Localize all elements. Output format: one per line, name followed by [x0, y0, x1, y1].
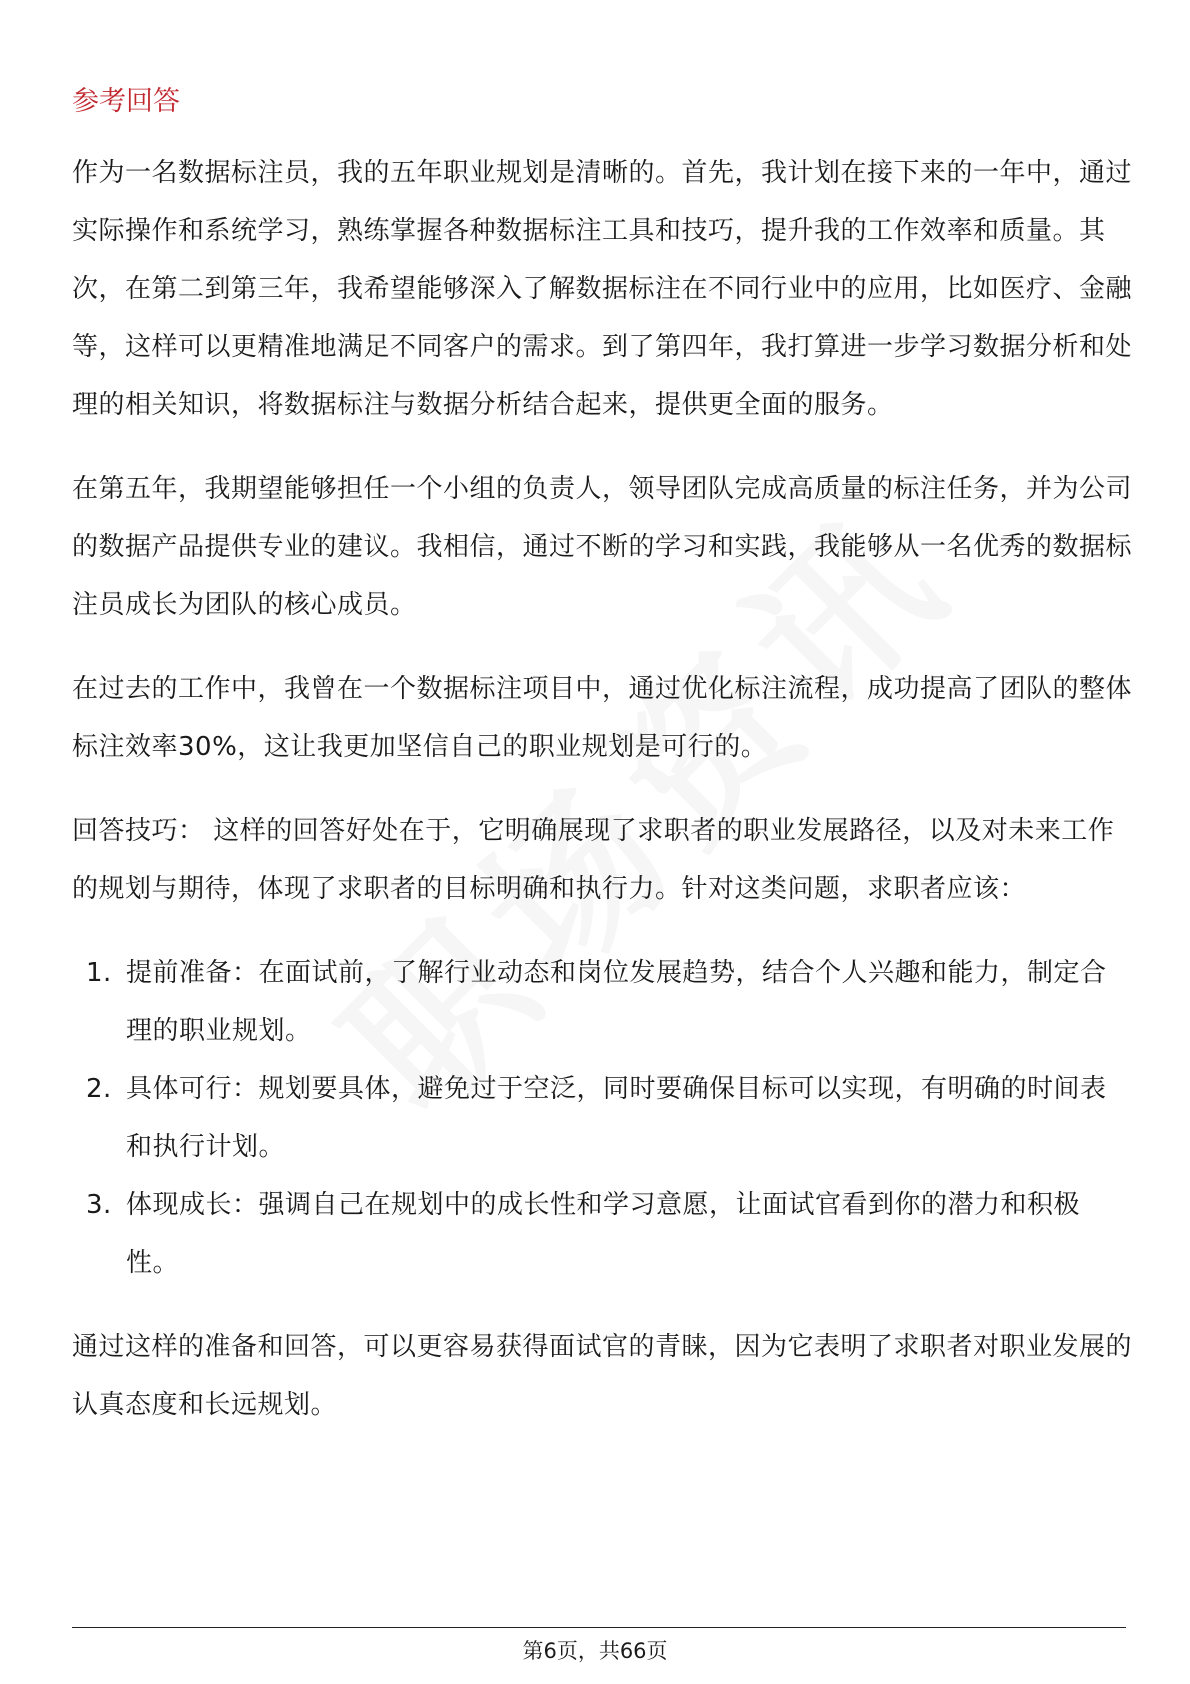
- paragraph-answer-tips: 回答技巧： 这样的回答好处在于，它明确展现了求职者的职业发展路径，以及对未来工作的规划与期待，体现了求职者的目标明确和执行力。针对这类问题，求职者应该：: [72, 816, 1115, 904]
- list-item-text: 体现成长：强调自己在规划中的成长性和学习意愿，让面试官看到你的潜力和积极性。: [126, 1190, 1081, 1278]
- footer-divider: [72, 1627, 1126, 1628]
- tips-list: [72, 944, 1132, 1292]
- list-item: [72, 1060, 1132, 1176]
- page-number: 第6页，共66页: [522, 1639, 668, 1663]
- list-item-number: 1.: [86, 958, 112, 988]
- list-item-number: 2.: [86, 1074, 112, 1104]
- section-title: 参考回答: [72, 86, 180, 117]
- paragraph-closing: 通过这样的准备和回答，可以更容易获得面试官的青睐，因为它表明了求职者对职业发展的认真态度和长远规划。: [72, 1332, 1133, 1420]
- list-item: [72, 1176, 1132, 1292]
- paragraph-plan-overview: 作为一名数据标注员，我的五年职业规划是清晰的。首先，我计划在接下来的一年中，通过实际操作和系统学习，熟练掌握各种数据标注工具和技巧，提升我的工作效率和质量。其次，在第二到第三年，我希望能够深入了解数据标注在不同行业中的应用，比如医疗、金融等，这样可以更精准地满足不同客户的需求。到了第四年，我打算进一步学习数据分析和处理的相关知识，将数据标注与数据分析结合起来，提供更全面的服务。: [72, 158, 1133, 420]
- list-item-number: 3.: [86, 1190, 112, 1220]
- list-item-text: 具体可行：规划要具体，避免过于空泛，同时要确保目标可以实现，有明确的时间表和执行计划。: [126, 1074, 1107, 1162]
- paragraph-fifth-year: 在第五年，我期望能够担任一个小组的负责人，领导团队完成高质量的标注任务，并为公司的数据产品提供专业的建议。我相信，通过不断的学习和实践，我能够从一名优秀的数据标注员成长为团队的核心成员。: [72, 474, 1133, 620]
- list-item: [72, 944, 1132, 1060]
- paragraph-past-experience: 在过去的工作中，我曾在一个数据标注项目中，通过优化标注流程，成功提高了团队的整体标注效率30%，这让我更加坚信自己的职业规划是可行的。: [72, 674, 1133, 762]
- list-item-text: 提前准备：在面试前，了解行业动态和岗位发展趋势，结合个人兴趣和能力，制定合理的职业规划。: [126, 958, 1107, 1046]
- page-content: [72, 82, 1132, 1460]
